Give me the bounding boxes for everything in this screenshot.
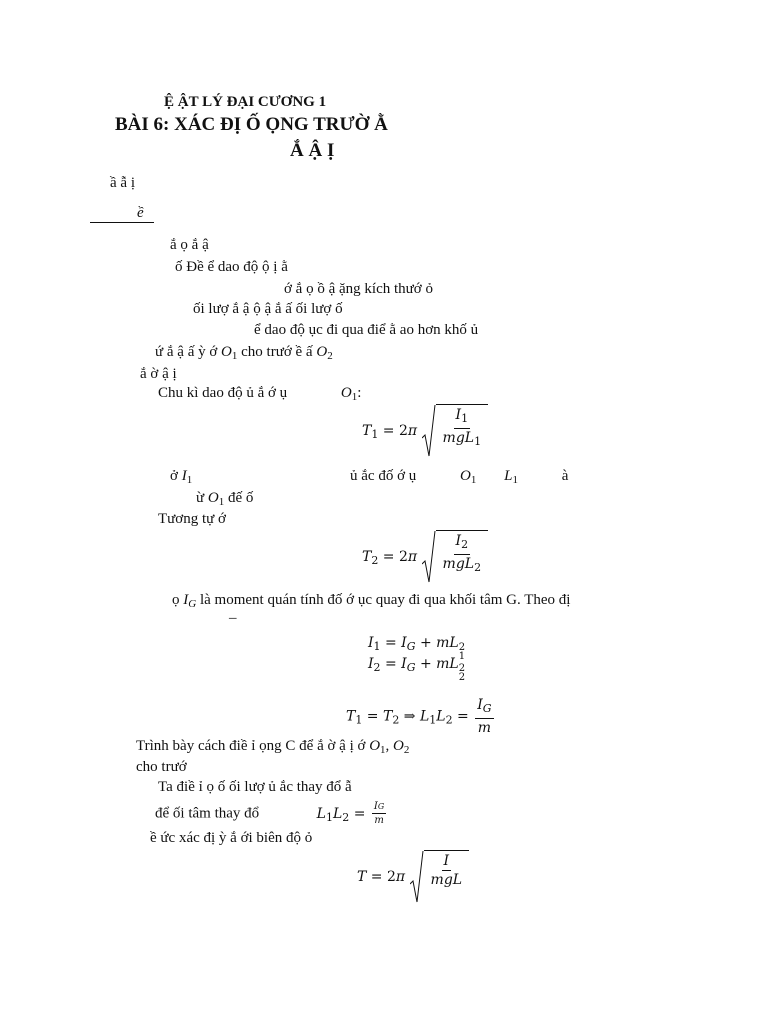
paragraph-line: ứ ắ ậ ấ ỳ ớ $O_1$ cho trướ ề ấ $O_2$: [155, 344, 333, 362]
paragraph-line: ố Đề ể dao độ ộ ị ằ: [175, 259, 288, 275]
answer-line: để ối tâm thay đổ $L_1L_2$ = $\frac{IG}{m}$: [155, 801, 385, 826]
question-line: Trình bày cách điề ỉ ọng C để ắ ờ ậ ị ớ $O_1$, $O_2$: [136, 738, 410, 756]
formula-t2: $T_2 = 2\pi$ $\frac{I_2}{mgL_2}$: [362, 530, 488, 584]
paragraph-line: ối lượ ắ ậ ộ ậ ắ ấ ối lượ ố: [193, 301, 343, 317]
answer-line: ề ức xác đị ỳ ắ ới biên độ ỏ: [150, 830, 313, 846]
paragraph-line: ắ ọ ắ ậ: [170, 237, 209, 253]
question-line: cho trướ: [136, 759, 187, 775]
dash: –: [229, 610, 237, 626]
period-intro: Chu kì dao độ ủ ắ ớ ụ $O_1$:: [158, 385, 362, 403]
sqrt-icon: $\frac{I_1}{mgL_1}$: [422, 404, 489, 458]
formula-i2: $I_2 = I_G$ + mL 2 2: [368, 656, 466, 683]
formula-i1: $I_1 = I_G$ + mL 2 1: [368, 635, 466, 662]
formula-t1: $T_1 = 2\pi$ $\frac{I_1}{mgL_1}$: [362, 404, 488, 458]
paragraph-line: ể dao độ ục đi qua điể ằ ao hơn khố ủ: [254, 322, 479, 338]
similarly-line: Tương tự ớ: [158, 511, 226, 527]
lab-title: BÀI 6: XÁC ĐỊ Ố ỌNG TRƯỜ Ằ: [115, 114, 388, 135]
section-heading: ầ ẫ ị: [110, 175, 135, 191]
definition-line: ừ $O_1$ đế ố: [196, 490, 254, 508]
sqrt-icon: $\frac{I}{\text{mgL}}$: [410, 850, 470, 904]
course-title: Ệ ẬT LÝ ĐẠI CƯƠNG 1: [164, 94, 327, 110]
definition-line: ủ ắc đố ớ ụ $O_1$ $L_1$ à: [350, 468, 569, 486]
definition-line: ở $I_1$: [170, 468, 193, 486]
formula-equal-periods: $T_1 = T_2$ ⇒ $L_1L_2$ = $\frac{I_G}{m}$: [346, 697, 492, 736]
formula-t: T = 2π $\frac{I}{\text{mgL}}$: [357, 850, 469, 904]
answer-line: Ta điề ỉ ọ ố ối lượ ủ ắc thay đổ ẫ: [158, 779, 352, 795]
paragraph-line: ớ ắ ọ ồ ậ ặng kích thướ ỏ: [284, 281, 433, 297]
paragraph-line: ắ ờ ậ ị: [140, 366, 177, 382]
sqrt-icon: $\frac{I_2}{mgL_2}$: [422, 530, 489, 584]
moment-line: ọ $I_G$ là moment quán tính đố ớ ục quay đi qua khối tâm G. Theo đị: [172, 592, 571, 610]
lab-subtitle: Ắ Ậ Ị: [290, 140, 335, 161]
underlined-heading: ề: [90, 205, 154, 223]
